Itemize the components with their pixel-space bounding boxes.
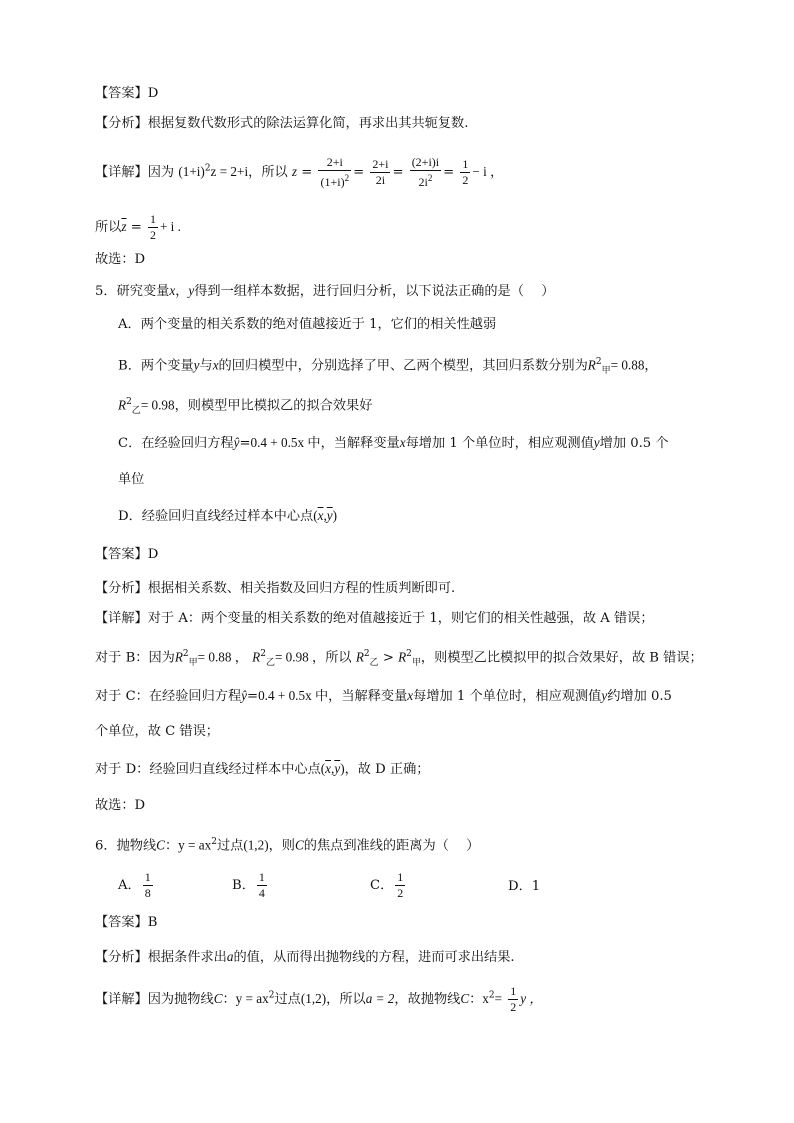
q5-detail-c-line1: 对于 C：在经验回归方程ŷ=0.4 + 0.5x 中，当解释变量x每增加 1 个单位时，相应观测值y约增加 0.5	[95, 688, 672, 704]
analysis-tag: 【分析】	[95, 950, 148, 965]
q5-option-c-line2: 单位	[118, 472, 145, 487]
q6-option-a: A． $\frac{1}{8}$	[118, 870, 151, 900]
q5-option-b-line2: $R^2_乙= 0.98$，则模型甲比模拟乙的拟合效果好	[118, 397, 373, 417]
analysis-tag: 【分析】	[95, 581, 148, 596]
q5-analysis: 【分析】根据相关系数、相关指数及回归方程的性质判断即可.	[95, 581, 456, 596]
q5-option-b-line1: B．两个变量y与x的回归模型中，分别选择了甲、乙两个模型，其回归系数分别为$R^2_甲= 0.88$，	[118, 357, 658, 377]
q5-option-a: A．两个变量的相关系数的绝对值越接近于 1，它们的相关性越弱	[118, 317, 497, 332]
fraction: $\frac{(2+i)i}{2i^2}$	[411, 155, 440, 189]
q6-option-b: B． $\frac{1}{4}$	[232, 870, 265, 900]
q6-option-d: D．1	[508, 879, 541, 894]
q5-option-d: D．经验回归直线经过样本中心点$(\overline{x},\overline{y})$	[118, 508, 338, 524]
answer-tag: 【答案】	[95, 547, 148, 562]
q5-detail-b: 对于 B：因为$R^2_甲= 0.88$ ， $R^2_乙= 0.98$ ，所以 $R^2_乙 > R^2_甲$，则模型乙比模拟甲的拟合效果好，故 B 错误；	[95, 649, 703, 669]
answer-tag: 【答案】	[95, 86, 148, 101]
q5-detail-c-line2: 个单位，故 C 错误；	[95, 724, 219, 739]
q4-choice: 故选：D	[95, 252, 146, 267]
fraction: $\frac{1}{2}$	[462, 157, 469, 187]
detail-tag: 【详解】	[95, 611, 148, 626]
q5-stem: 5．研究变量x，y得到一组样本数据，进行回归分析，以下说法正确的是（ ）	[95, 283, 555, 299]
q5-detail-d: 对于 D：经验回归直线经过样本中心点$(\overline{x},\overline{y})$，故 D 正确；	[95, 761, 430, 777]
q6-option-c: C． $\frac{1}{2}$	[370, 870, 404, 900]
q6-analysis: 【分析】根据条件求出a的值，从而得出抛物线的方程，进而可求出结果.	[95, 949, 515, 965]
q4-detail: 【详解】因为 $(1+i)^2z = 2+i$，所以 z = $\frac{2+i}{(1+i)^2}$ = $\frac{2+i}{2i}$ = $\frac{(2+i)i}{2i^2}$ = $\frac{1}{2}$ − i ，	[95, 155, 504, 189]
q4-analysis: 【分析】根据复数代数形式的除法运算化简，再求出其共轭复数.	[95, 116, 469, 131]
analysis-tag: 【分析】	[95, 116, 148, 131]
q6-stem: 6．抛物线C：$y = ax^2$过点(1,2)，则C的焦点到准线的距离为（ ）	[95, 837, 480, 854]
answer-tag: 【答案】	[95, 915, 148, 930]
q4-answer: 【答案】D	[95, 86, 159, 101]
q5-option-c-line1: C．在经验回归方程ŷ=0.4 + 0.5x 中，当解释变量x每增加 1 个单位时，相应观测值y增加 0.5 个	[118, 435, 669, 451]
detail-tag: 【详解】	[95, 992, 148, 1007]
q5-answer: 【答案】D	[95, 547, 159, 562]
q6-answer: 【答案】B	[95, 915, 158, 930]
fraction: $\frac{2+i}{2i}$	[372, 157, 389, 187]
q6-detail: 【详解】因为抛物线C：$y = ax^2$过点(1,2)，所以a = 2，故抛物线C：$x^2=$ $\frac{1}{2}$ y ，	[95, 984, 543, 1014]
detail-tag: 【详解】	[95, 165, 148, 180]
fraction: $\frac{1}{2}$	[149, 212, 156, 242]
q5-choice: 故选：D	[95, 798, 146, 813]
fraction: $\frac{2+i}{(1+i)^2}$	[320, 155, 350, 189]
q4-conjugate: 所以$\overline{z}$ = $\frac{1}{2}$ + i .	[95, 212, 181, 242]
q5-detail-a: 【详解】对于 A：两个变量的相关系数的绝对值越接近于 1，则它们的相关性越强，故 A 错误；	[95, 611, 654, 626]
